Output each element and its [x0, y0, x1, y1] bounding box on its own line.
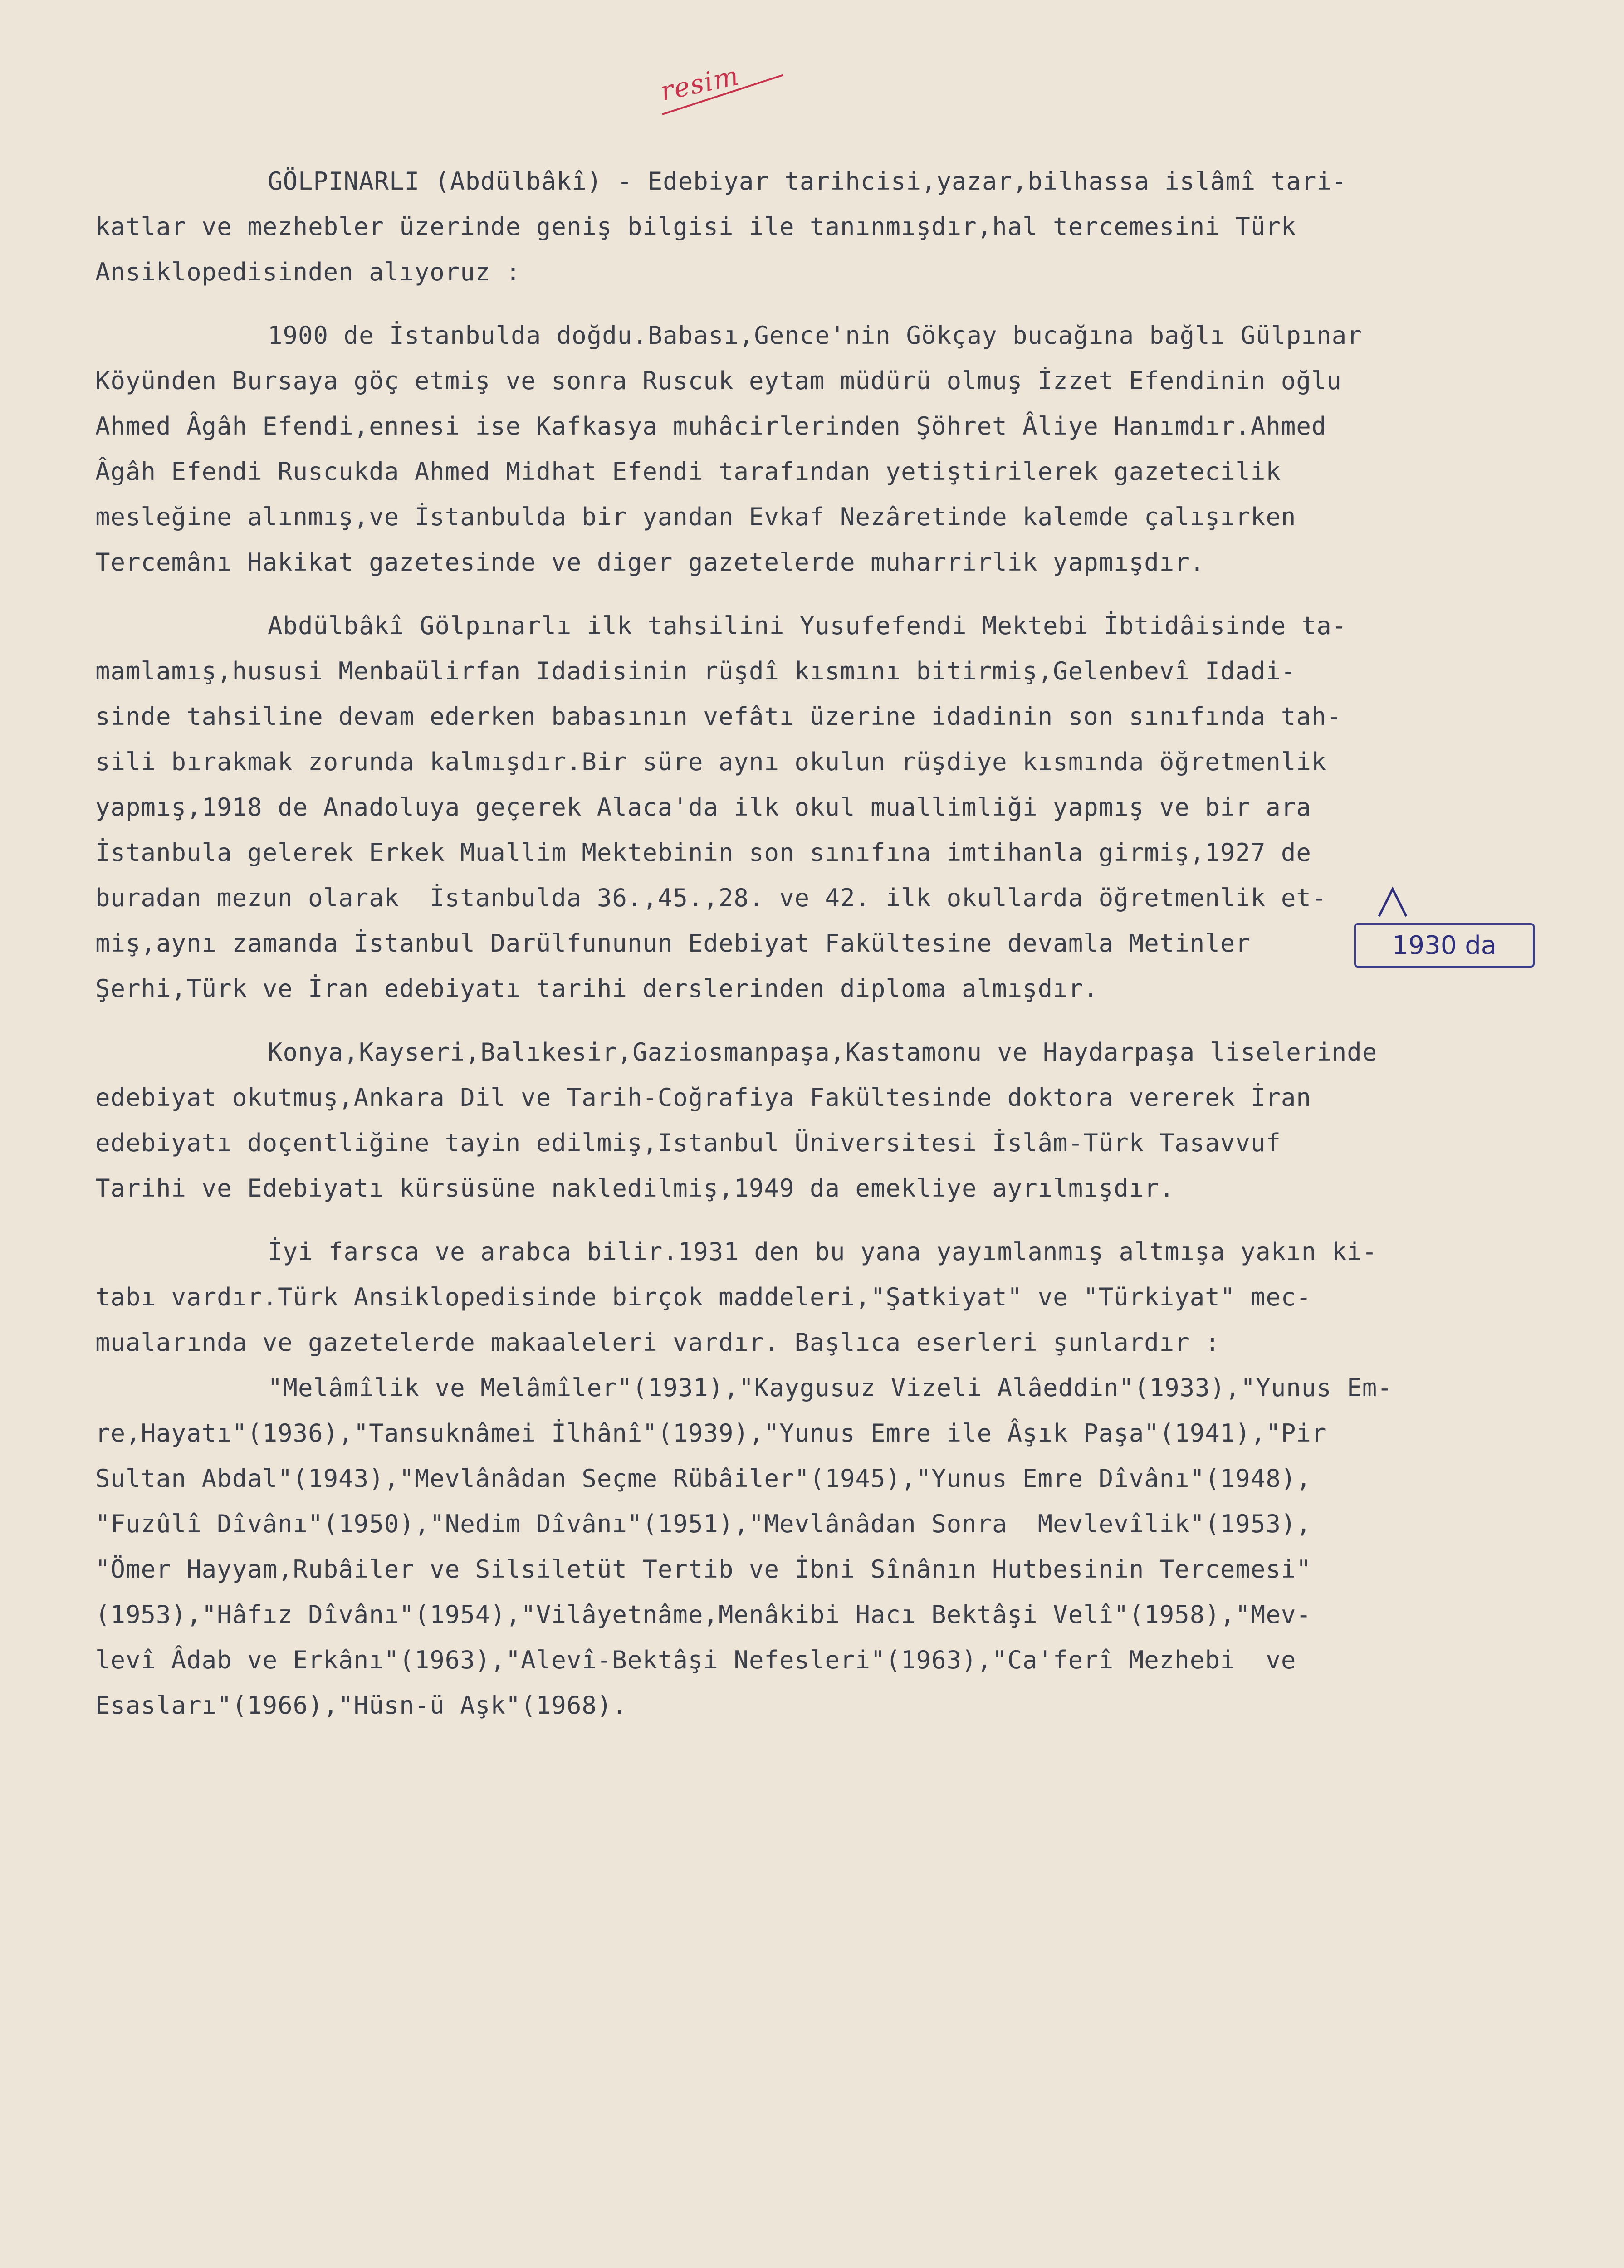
handwritten-annotation: resim [657, 60, 742, 107]
text-line: Ansiklopedisinden alıyoruz : [95, 258, 521, 286]
text-line: "Melâmîlik ve Melâmîler"(1931),"Kaygusuz Vizeli Alâeddin"(1933),"Yunus Em- [268, 1374, 1393, 1402]
text-line: 1900 de İstanbulda doğdu.Babası,Gence'nin Gökçay bucağına bağlı Gülpınar [268, 321, 1362, 350]
text-line: mamlamış,hususi Menbaülirfan Idadisinin rüşdî kısmını bitirmiş,Gelenbevî Idadi- [95, 657, 1296, 685]
text-line: re,Hayatı"(1936),"Tansuknâmei İlhânî"(1939),"Yunus Emre ile Âşık Paşa"(1941),"Pir [95, 1419, 1327, 1447]
text-line: miş,aynı zamanda İstanbul Darülfununun Edebiyat Fakültesine devamla Metinler [95, 929, 1251, 958]
text-line: edebiyat okutmuş,Ankara Dil ve Tarih-Coğrafiya Fakültesinde doktora vererek İran [95, 1083, 1311, 1112]
text-line: yapmış,1918 de Anadoluya geçerek Alaca'da ilk okul muallimliği yapmış ve bir ara [95, 793, 1311, 821]
handwritten-insert-text: 1930 da [1392, 930, 1497, 960]
text-line: Ahmed Âgâh Efendi,ennesi ise Kafkasya muhâcirlerinden Şöhret Âliye Hanımdır.Ahmed [95, 412, 1327, 440]
paragraph-works [95, 1229, 1606, 1728]
text-line: Sultan Abdal"(1943),"Mevlânâdan Seçme Rübâiler"(1945),"Yunus Emre Dîvânı"(1948), [95, 1464, 1311, 1493]
text-line: edebiyatı doçentliğine tayin edilmiş,Istanbul Üniversitesi İslâm-Türk Tasavvuf [95, 1129, 1281, 1157]
handwritten-insert-box [1354, 923, 1535, 968]
paragraph-intro [95, 159, 1606, 295]
text-line: "Ömer Hayyam,Rubâiler ve Silsiletüt Tertib ve İbni Sînânın Hutbesinin Tercemesi" [95, 1555, 1311, 1584]
text-line: sili bırakmak zorunda kalmışdır.Bir süre aynı okulun rüşdiye kısmında öğretmenlik [95, 748, 1327, 776]
caret-insert-icon [1375, 885, 1411, 921]
text-line: "Fuzûlî Dîvânı"(1950),"Nedim Dîvânı"(1951),"Mevlânâdan Sonra Mevlevîlik"(1953), [95, 1510, 1311, 1538]
text-line: levî Âdab ve Erkânı"(1963),"Alevî-Bektâşi Nefesleri"(1963),"Ca'ferî Mezhebi ve [95, 1646, 1296, 1674]
text-line: Konya,Kayseri,Balıkesir,Gaziosmanpaşa,Kastamonu ve Haydarpaşa liselerinde [268, 1038, 1378, 1066]
text-line: tabı vardır.Türk Ansiklopedisinde birçok maddeleri,"Şatkiyat" ve "Türkiyat" mec- [95, 1283, 1311, 1311]
text-line: mualarında ve gazetelerde makaaleleri vardır. Başlıca eserleri şunlardır : [95, 1328, 1220, 1357]
text-line: İstanbula gelerek Erkek Muallim Mektebinin son sınıfına imtihanla girmiş,1927 de [95, 838, 1311, 867]
text-line: Âgâh Efendi Ruscukda Ahmed Midhat Efendi tarafından yetiştirilerek gazetecilik [95, 457, 1281, 486]
text-line: (1953),"Hâfız Dîvânı"(1954),"Vilâyetnâme,Menâkibi Hacı Bektâşi Velî"(1958),"Mev- [95, 1600, 1311, 1629]
text-line: GÖLPINARLI (Abdülbâkî) - Edebiyar tarihcisi,yazar,bilhassa islâmî tari- [268, 167, 1347, 196]
text-line: Abdülbâkî Gölpınarlı ilk tahsilini Yusufefendi Mektebi İbtidâisinde ta- [268, 611, 1347, 640]
text-line: mesleğine alınmış,ve İstanbulda bir yandan Evkaf Nezâretinde kalemde çalışırken [95, 503, 1296, 531]
text-line: buradan mezun olarak İstanbulda 36.,45.,28. ve 42. ilk okullarda öğretmenlik et- [95, 884, 1327, 912]
text-line: İyi farsca ve arabca bilir.1931 den bu yana yayımlanmış altmışa yakın ki- [268, 1237, 1378, 1266]
text-line: Esasları"(1966),"Hüsn-ü Aşk"(1968). [95, 1691, 627, 1720]
text-line: katlar ve mezhebler üzerinde geniş bilgisi ile tanınmışdır,hal tercemesini Türk [95, 212, 1296, 241]
text-line: Tercemânı Hakikat gazetesinde ve diger gazetelerde muharrirlik yapmışdır. [95, 548, 1205, 577]
text-line: Şerhi,Türk ve İran edebiyatı tarihi derslerinden diploma almışdır. [95, 974, 1099, 1003]
paragraph-birth [95, 313, 1606, 585]
text-line: Tarihi ve Edebiyatı kürsüsüne nakledilmiş,1949 da emekliye ayrılmışdır. [95, 1174, 1175, 1202]
paragraph-career [95, 1030, 1606, 1211]
text-line: Köyünden Bursaya göç etmiş ve sonra Ruscuk eytam müdürü olmuş İzzet Efendinin oğlu [95, 367, 1342, 395]
text-line: sinde tahsiline devam ederken babasının vefâtı üzerine idadinin son sınıfında tah- [95, 702, 1342, 731]
